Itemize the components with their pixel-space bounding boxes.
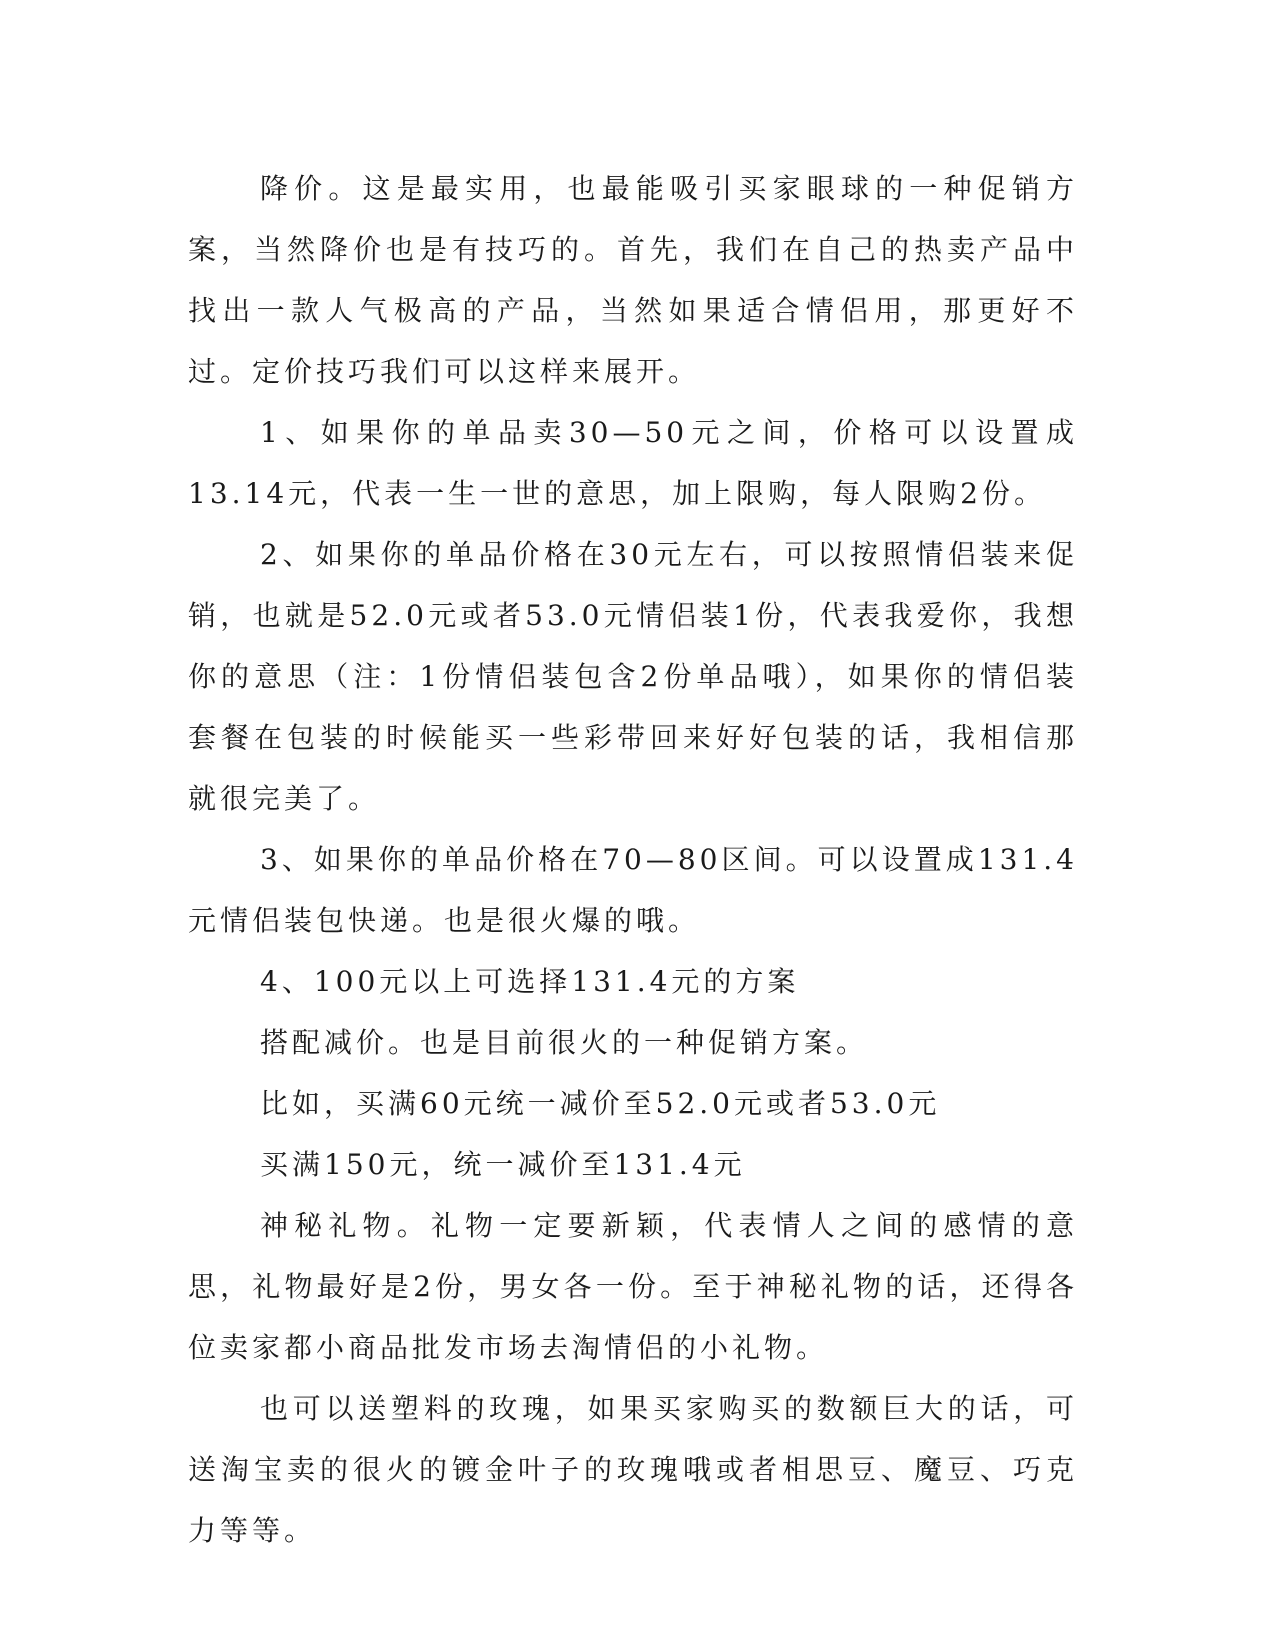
paragraph-roses: 也可以送塑料的玫瑰，如果买家购买的数额巨大的话，可送淘宝卖的很火的镀金叶子的玫瑰哦或者相思豆、魔豆、巧克力等等。: [188, 1392, 1078, 1547]
paragraph-bundle-discount: 搭配减价。也是目前很火的一种促销方案。: [260, 1026, 869, 1059]
paragraph-example-150: 买满150元，统一减价至131.4元: [260, 1148, 746, 1181]
paragraph-item-4: 4、100元以上可选择131.4元的方案: [260, 965, 800, 998]
document-body: [188, 158, 1078, 1561]
paragraph-price-reduction: 降价。这是最实用，也最能吸引买家眼球的一种促销方案，当然降价也是有技巧的。首先，我们在自己的热卖产品中找出一款人气极高的产品，当然如果适合情侣用，那更好不过。定价技巧我们可以这样来展开。: [188, 172, 1078, 388]
paragraph-item-1: 1、如果你的单品卖30—50元之间，价格可以设置成13.14元，代表一生一世的意思，加上限购，每人限购2份。: [188, 416, 1078, 510]
paragraph-item-2: 2、如果你的单品价格在30元左右，可以按照情侣装来促销，也就是52.0元或者53.0元情侣装1份，代表我爱你，我想你的意思（注：1份情侣装包含2份单品哦），如果你的情侣装套餐在包装的时候能买一些彩带回来好好包装的话，我相信那就很完美了。: [188, 538, 1078, 815]
paragraph-mystery-gift: 神秘礼物。礼物一定要新颖，代表情人之间的感情的意思，礼物最好是2份，男女各一份。至于神秘礼物的话，还得各位卖家都小商品批发市场去淘情侣的小礼物。: [188, 1209, 1078, 1364]
paragraph-item-3: 3、如果你的单品价格在70—80区间。可以设置成131.4元情侣装包快递。也是很火爆的哦。: [188, 843, 1078, 937]
paragraph-example-60: 比如，买满60元统一减价至52.0元或者53.0元: [260, 1087, 941, 1120]
